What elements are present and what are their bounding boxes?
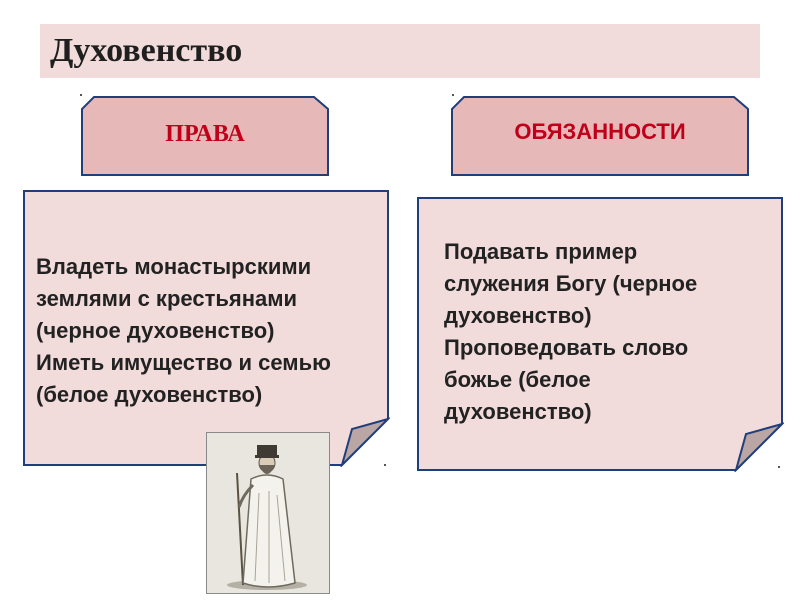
duties-header-label: ОБЯЗАННОСТИ	[514, 119, 686, 144]
slide-title: Духовенство	[50, 32, 243, 69]
rights-header-label: ПРАВА	[165, 121, 245, 147]
rights-card-text: Владеть монастырскими землями с крестьянами (черное духовенство) Иметь имущество и семью (белое духовенство)	[36, 254, 331, 407]
clergyman-figure-icon	[207, 433, 329, 593]
duties-card-text: Подавать пример служения Богу (черное духовенство) Проповедовать слово божье (белое духовенство)	[444, 239, 698, 424]
rights-card	[22, 189, 390, 467]
clergyman-illustration	[206, 432, 330, 594]
duties-header	[450, 95, 750, 177]
duties-card	[416, 196, 784, 472]
title-bar	[40, 24, 760, 78]
rights-header	[80, 95, 330, 177]
